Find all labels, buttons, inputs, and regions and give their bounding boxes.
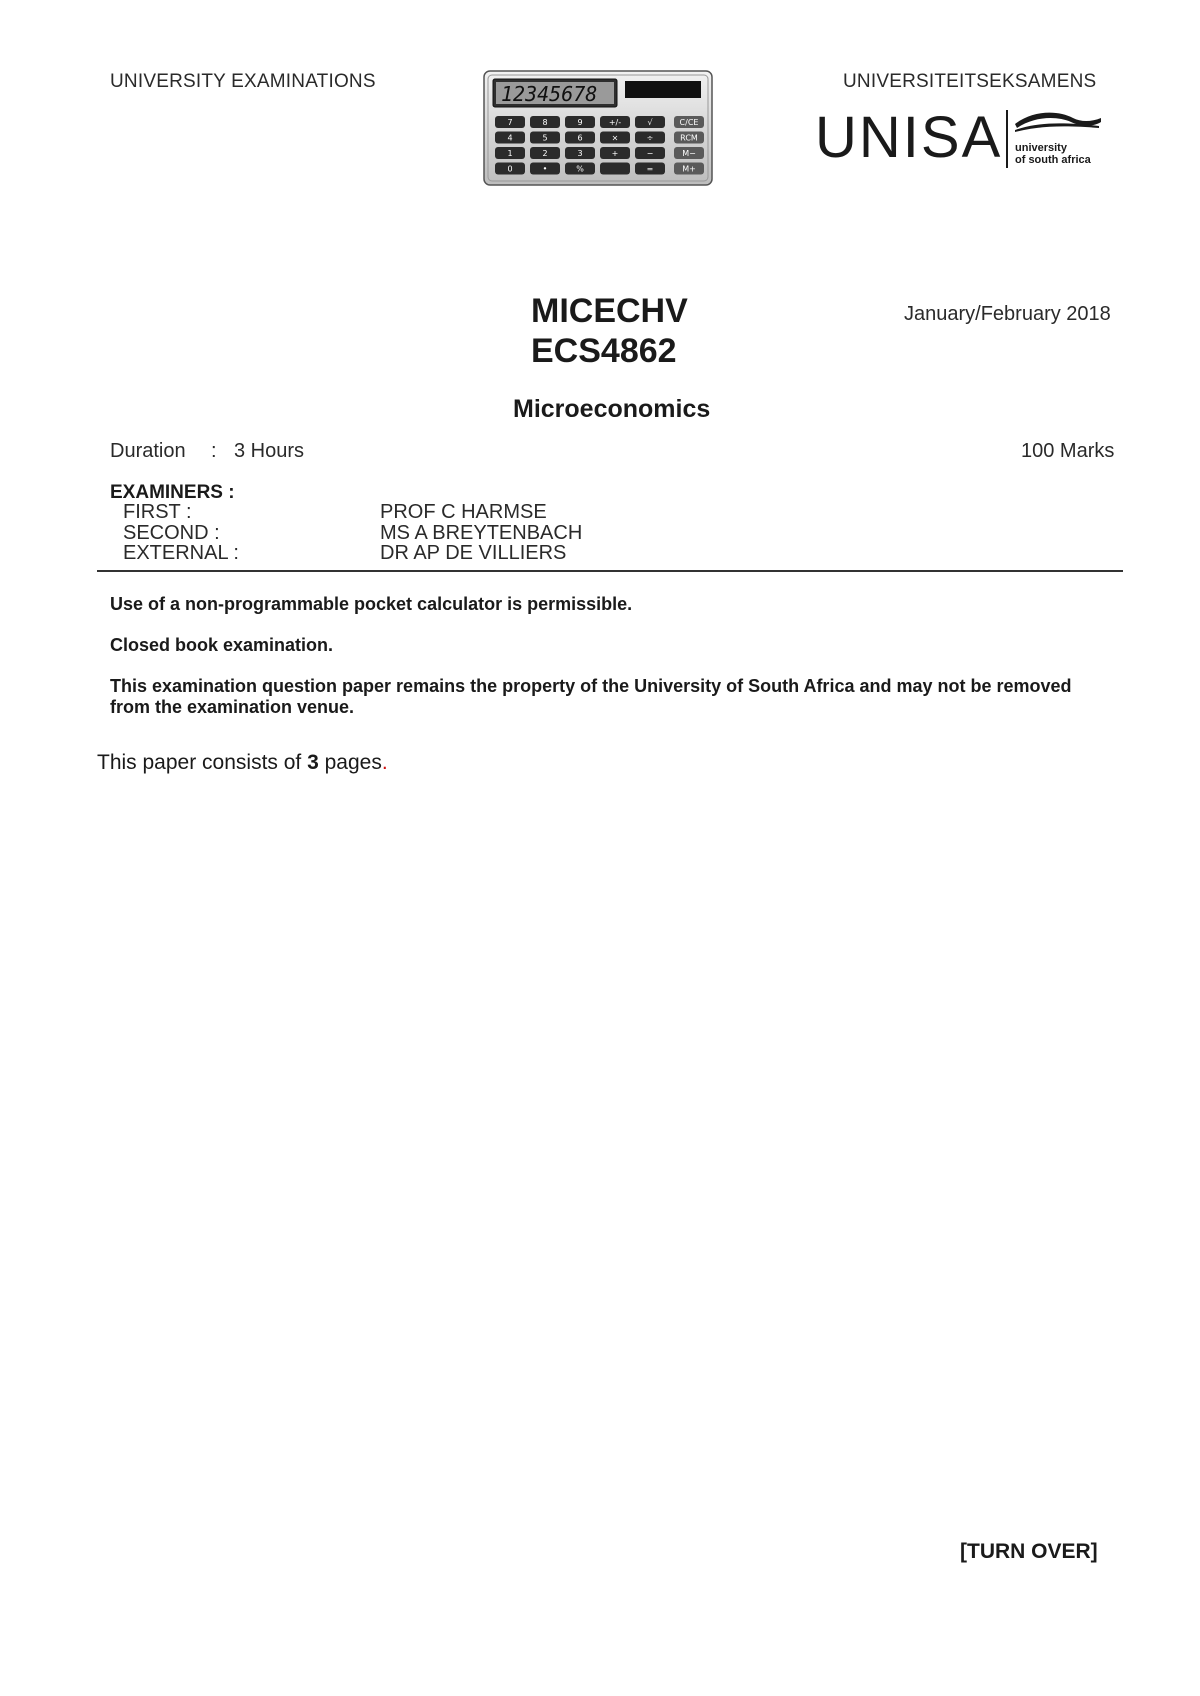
subject-title: Microeconomics <box>513 395 711 423</box>
duration-label: Duration <box>110 440 186 462</box>
calculator-key-label: 6 <box>577 133 583 143</box>
page-count-number: 3 <box>307 751 319 774</box>
calculator-key-label: 1 <box>507 149 513 158</box>
calculator-image <box>483 70 713 186</box>
calculator-key-label: √ <box>647 118 653 127</box>
calculator-key-label: +/- <box>608 118 622 127</box>
calculator-key-label: 8 <box>542 118 548 127</box>
calculator-key-label: 7 <box>507 118 513 127</box>
turn-over-label: [TURN OVER] <box>960 1540 1098 1563</box>
header-right-title: UNIVERSITEITSEKSAMENS <box>843 71 1097 92</box>
examiner-name-external: DR AP DE VILLIERS <box>380 542 567 564</box>
page-count-suffix: pages <box>318 751 382 774</box>
calculator-key-label: ÷ <box>646 133 654 143</box>
note-calculator: Use of a non-programmable pocket calculator is permissible. <box>110 594 633 614</box>
duration-separator: : <box>211 440 217 462</box>
examiner-role-external: EXTERNAL : <box>123 542 239 564</box>
page-count-prefix: This paper consists of <box>97 751 308 774</box>
note-property: This examination question paper remains the property of the University of South Africa and may not be removed from the examination venue. <box>110 676 1072 717</box>
logo-flag-icon <box>1013 108 1103 134</box>
calculator-key-label: 9 <box>577 118 583 127</box>
logo-line-south-africa: of south africa <box>1015 154 1091 166</box>
examiner-name-first: PROF C HARMSE <box>380 501 547 523</box>
header-divider <box>97 570 1123 572</box>
calculator-key-label: 3 <box>577 149 583 158</box>
total-marks: 100 Marks <box>1021 440 1115 462</box>
course-code-secondary: ECS4862 <box>531 332 677 370</box>
examiner-role-second: SECOND : <box>123 522 220 544</box>
logo-line-university: university <box>1015 142 1067 154</box>
calculator-key <box>600 163 630 175</box>
note-closed-book: Closed book examination. <box>110 635 334 655</box>
calculator-key-label: M− <box>682 149 696 158</box>
unisa-logo <box>815 106 1105 172</box>
calculator-key-label: RCM <box>680 133 698 143</box>
calculator-key-label: × <box>611 133 619 143</box>
calculator-key-label: + <box>611 149 619 158</box>
calculator-key-label: = <box>646 164 654 174</box>
examiner-role-first: FIRST : <box>123 501 192 523</box>
calculator-key-label: 5 <box>542 133 548 143</box>
calculator-key-label: 4 <box>507 133 513 143</box>
logo-wordmark: UNISA <box>815 105 1003 170</box>
page-count-dot: . <box>381 751 388 774</box>
examiners-heading: EXAMINERS : <box>110 482 235 503</box>
page-count-line <box>97 751 388 775</box>
logo-divider <box>1006 110 1008 168</box>
header-left-title: UNIVERSITY EXAMINATIONS <box>110 71 376 92</box>
calculator-key-label: C/CE <box>679 118 699 127</box>
examiner-name-second: MS A BREYTENBACH <box>380 522 583 544</box>
calculator-key-label: 0 <box>507 164 513 174</box>
calculator-key-label: − <box>646 149 654 158</box>
calculator-display-text: 12345678 <box>501 82 598 106</box>
calculator-key-label: M+ <box>682 164 696 174</box>
exam-date: January/February 2018 <box>904 303 1111 325</box>
calculator-key-label: % <box>576 164 584 174</box>
duration-value: 3 Hours <box>234 440 305 462</box>
calculator-key-label: • <box>542 164 548 174</box>
calculator-key-label: 2 <box>542 149 548 158</box>
course-code-primary: MICECHV <box>531 292 688 330</box>
